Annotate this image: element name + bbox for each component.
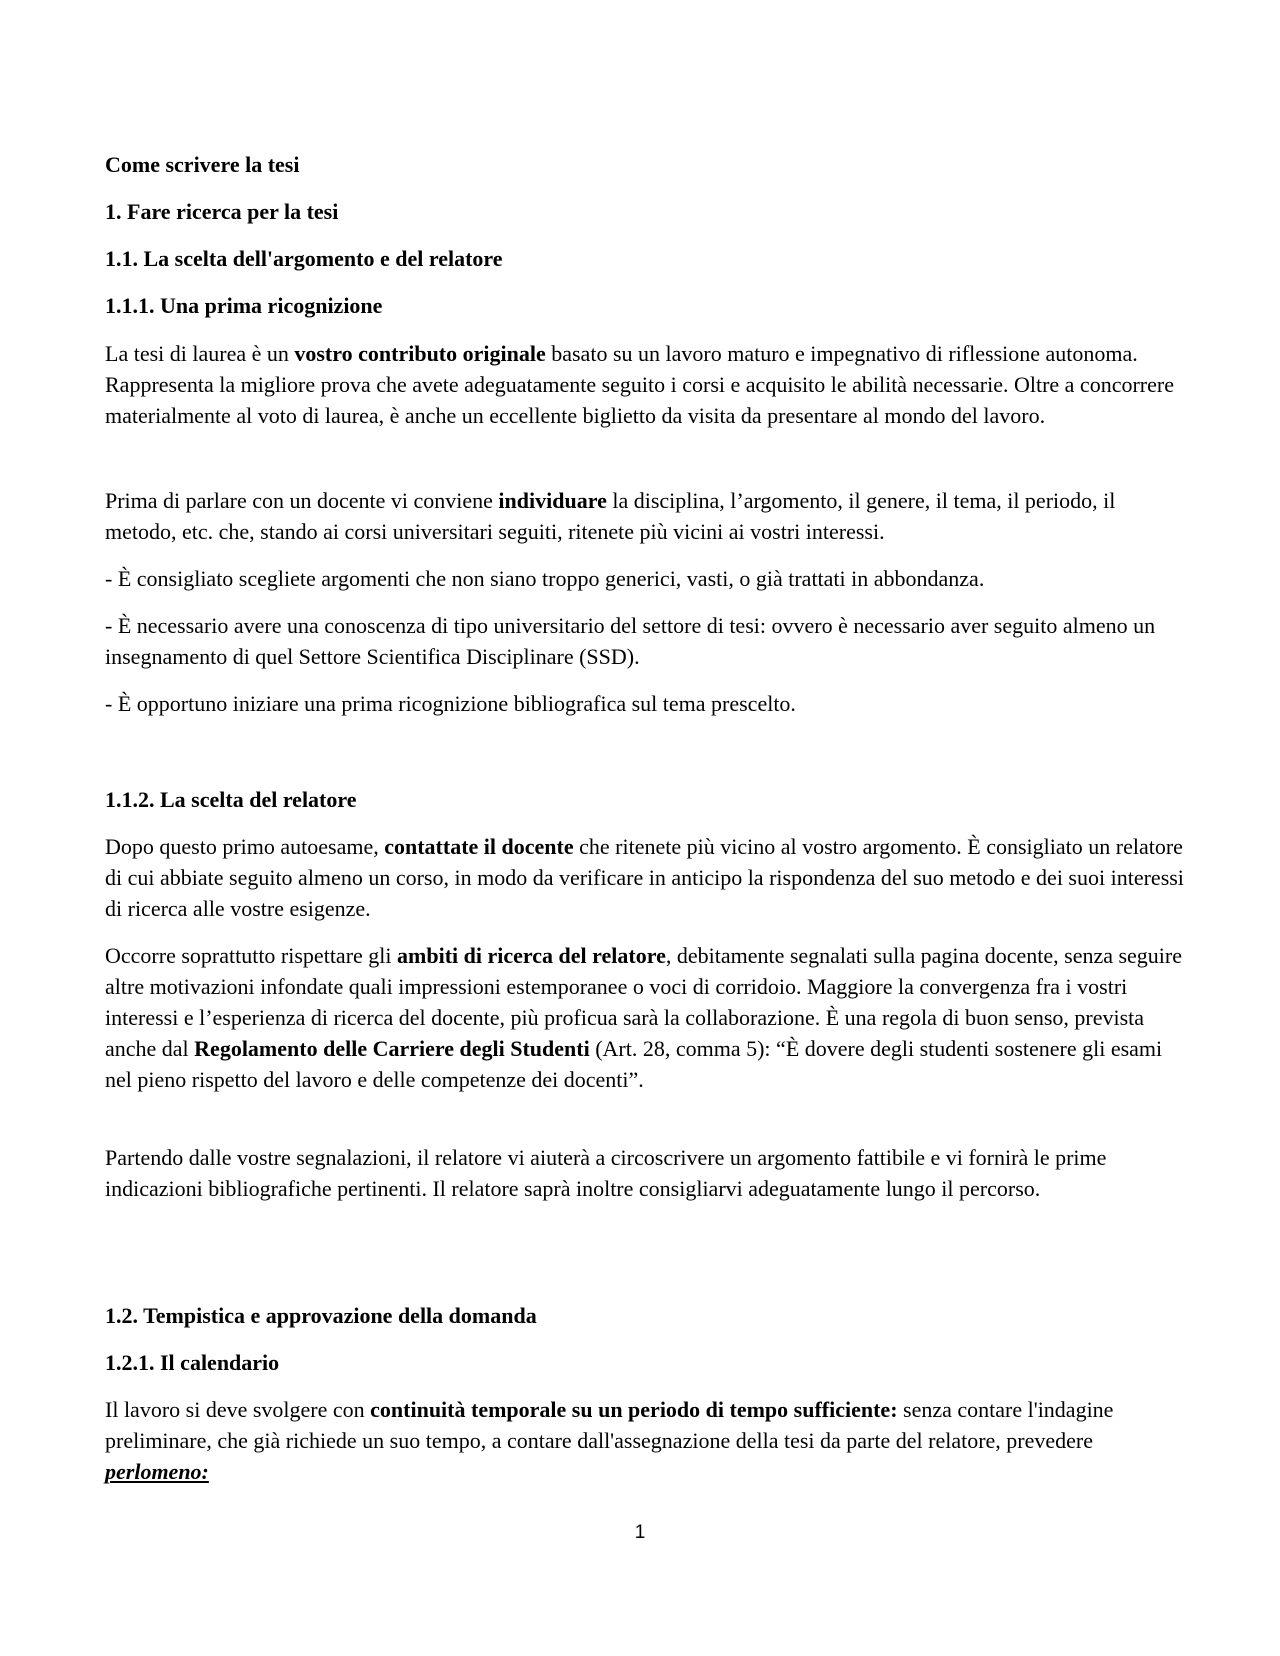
- paragraph-calendario: Il lavoro si deve svolgere con continuità temporale su un periodo di tempo sufficiente: senza contare l'indagine preliminare, che già richiede un suo tempo, a contare dall'assegnazione della tesi da parte del relatore, prevedere perlomeno:: [105, 1397, 1114, 1484]
- paragraph-individuare: Prima di parlare con un docente vi conviene individuare la disciplina, l’argomento, il genere, il tema, il periodo, il metodo, etc. che, stando ai corsi universitari seguiti, ritenete più vicini ai vostri interessi.: [105, 488, 1116, 544]
- bullet-item: - È necessario avere una conoscenza di tipo universitario del settore di tesi: ovvero è necessario aver seguito almeno un insegnamento di quel Settore Scientifica Disciplinare (SSD).: [105, 613, 1156, 669]
- bullet-item: - È opportuno iniziare una prima ricognizione bibliografica sul tema prescelto.: [105, 691, 796, 716]
- heading-1-1-1: 1.1.1. Una prima ricognizione: [105, 293, 383, 318]
- paragraph-contattate: Dopo questo primo autoesame, contattate il docente che ritenete più vicino al vostro argomento. È consigliato un relatore di cui abbiate seguito almeno un corso, in modo da verificare in anticipo la rispondenza del suo metodo e dei suoi interessi di ricerca alle vostre esigenze.: [105, 834, 1184, 921]
- bullet-item: - È consigliato scegliete argomenti che non siano troppo generici, vasti, o già trattati in abbondanza.: [105, 566, 985, 591]
- heading-1: 1. Fare ricerca per la tesi: [105, 199, 339, 224]
- bold-contributo: vostro contributo originale: [294, 341, 546, 366]
- bold-continuita: continuità temporale su un periodo di tempo sufficiente:: [370, 1397, 898, 1422]
- bold-ambiti: ambiti di ricerca del relatore: [397, 943, 666, 968]
- heading-1-1: 1.1. La scelta dell'argomento e del relatore: [105, 246, 503, 271]
- document-title: Come scrivere la tesi: [105, 152, 300, 177]
- paragraph-ambiti: Occorre soprattutto rispettare gli ambiti di ricerca del relatore, debitamente segnalati sulla pagina docente, senza seguire altre motivazioni infondate quali impressioni estemporanee o voci di corridoio. Maggiore la convergenza fra i vostri interessi e l’esperienza di ricerca del docente, più proficua sarà la collaborazione. È una regola di buon senso, prevista anche dal Regolamento delle Carriere degli Studenti (Art. 28, comma 5): “È dovere degli studenti sostenere gli esami nel pieno rispetto del lavoro e delle competenze dei docenti”.: [105, 943, 1183, 1092]
- paragraph-relatore: Partendo dalle vostre segnalazioni, il relatore vi aiuterà a circoscrivere un argomento fattibile e vi fornirà le prime indicazioni bibliografiche pertinenti. Il relatore saprà inoltre consigliarvi adeguatamente lungo il percorso.: [105, 1145, 1107, 1201]
- page-number: 1: [634, 1522, 646, 1543]
- heading-1-2-1: 1.2.1. Il calendario: [105, 1350, 280, 1375]
- bold-contattate: contattate il docente: [384, 834, 574, 859]
- heading-1-1-2: 1.1.2. La scelta del relatore: [105, 787, 357, 812]
- paragraph-contributo: La tesi di laurea è un vostro contributo originale basato su un lavoro maturo e impegnativo di riflessione autonoma. Rappresenta la migliore prova che avete adeguatamente seguito i corsi e acquisito le abilità necessarie. Oltre a concorrere materialmente al voto di laurea, è anche un eccellente biglietto da visita da presentare al mondo del lavoro.: [105, 341, 1174, 428]
- bold-regolamento: Regolamento delle Carriere degli Studenti: [194, 1036, 590, 1061]
- underlined-perlomeno: perlomeno:: [105, 1459, 209, 1484]
- heading-1-2: 1.2. Tempistica e approvazione della domanda: [105, 1303, 537, 1328]
- bold-individuare: individuare: [498, 488, 607, 513]
